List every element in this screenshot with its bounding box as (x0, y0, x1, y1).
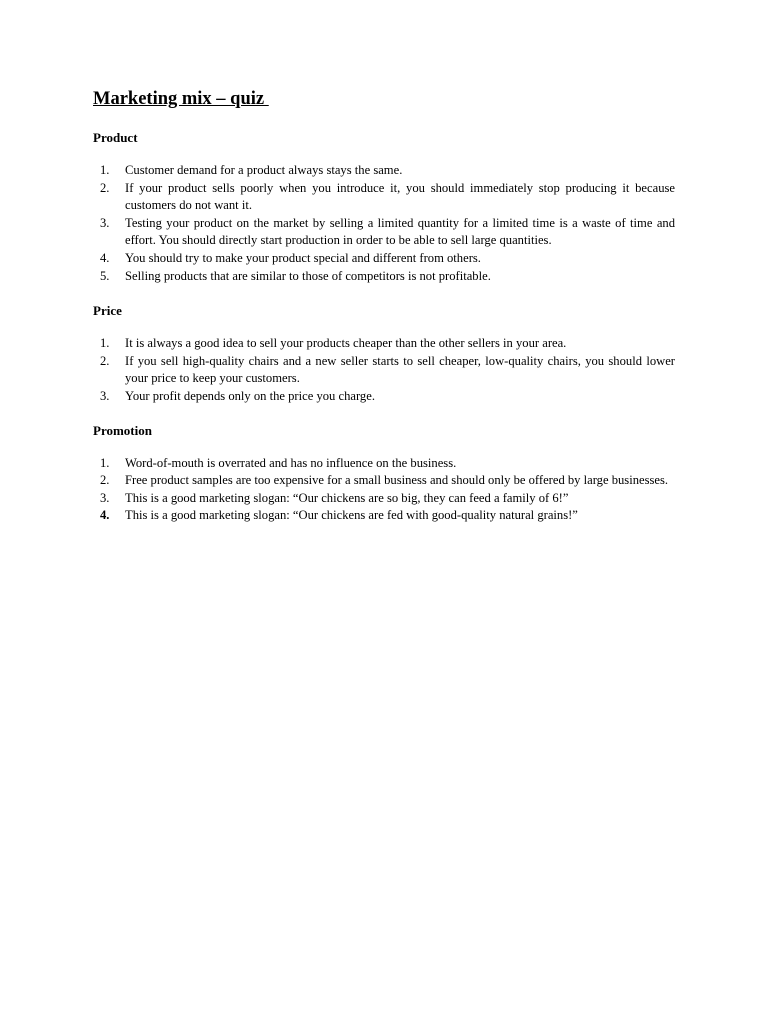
item-number: 3. (100, 215, 110, 230)
list-item (93, 388, 675, 406)
item-number: 1. (100, 336, 110, 351)
item-number: 4. (100, 250, 110, 265)
item-number: 2. (100, 180, 110, 195)
item-text: Word-of-mouth is overrated and has no influence on the business. (125, 455, 457, 470)
item-text: You should try to make your product special and different from others. (125, 250, 481, 265)
item-number: 4. (100, 508, 110, 523)
section-heading-product: Product (93, 130, 138, 145)
list-item (93, 250, 675, 268)
promotion-question-list (93, 455, 675, 525)
document-page (93, 88, 675, 525)
item-text: Customer demand for a product always stays the same. (125, 163, 403, 177)
item-text: It is always a good idea to sell your products cheaper than the other sellers in your area. (125, 336, 567, 351)
item-number: 5. (100, 268, 110, 283)
section-heading-promotion: Promotion (93, 422, 152, 438)
item-number: 1. (100, 455, 110, 470)
item-number: 3. (100, 490, 110, 505)
section-heading-price: Price (93, 303, 122, 319)
product-question-list (93, 162, 675, 285)
list-item (93, 268, 675, 286)
item-number: 1. (100, 163, 110, 177)
list-item (93, 455, 675, 473)
item-text: If your product sells poorly when you introduce it, you should immediately stop producing it because customers do not want it. (125, 180, 675, 213)
list-item (93, 162, 675, 180)
list-item (93, 335, 675, 353)
item-number: 2. (100, 473, 110, 488)
item-text: If you sell high-quality chairs and a new seller starts to sell cheaper, low-quality chairs, you should lower your price to keep your customers. (125, 353, 675, 386)
price-question-list (93, 335, 675, 405)
item-text: This is a good marketing slogan: “Our chickens are fed with good-quality natural grains!” (125, 508, 578, 523)
item-number: 2. (100, 353, 110, 368)
list-item (93, 490, 675, 508)
list-item (93, 215, 675, 250)
item-text: Your profit depends only on the price you charge. (125, 388, 375, 403)
item-text: This is a good marketing slogan: “Our chickens are so big, they can feed a family of 6!” (125, 490, 569, 505)
list-item (93, 180, 675, 215)
item-number: 3. (100, 388, 110, 403)
item-text: Free product samples are too expensive for a small business and should only be offered by large businesses. (125, 473, 669, 488)
item-text: Selling products that are similar to those of competitors is not profitable. (125, 268, 491, 283)
list-item (93, 353, 675, 388)
item-text: Testing your product on the market by selling a limited quantity for a limited time is a waste of time and effort. You should directly start production in order to be able to sell large quantities. (125, 215, 675, 248)
list-item (93, 507, 675, 525)
list-item (93, 472, 675, 490)
document-title: Marketing mix – quiz (93, 89, 269, 109)
